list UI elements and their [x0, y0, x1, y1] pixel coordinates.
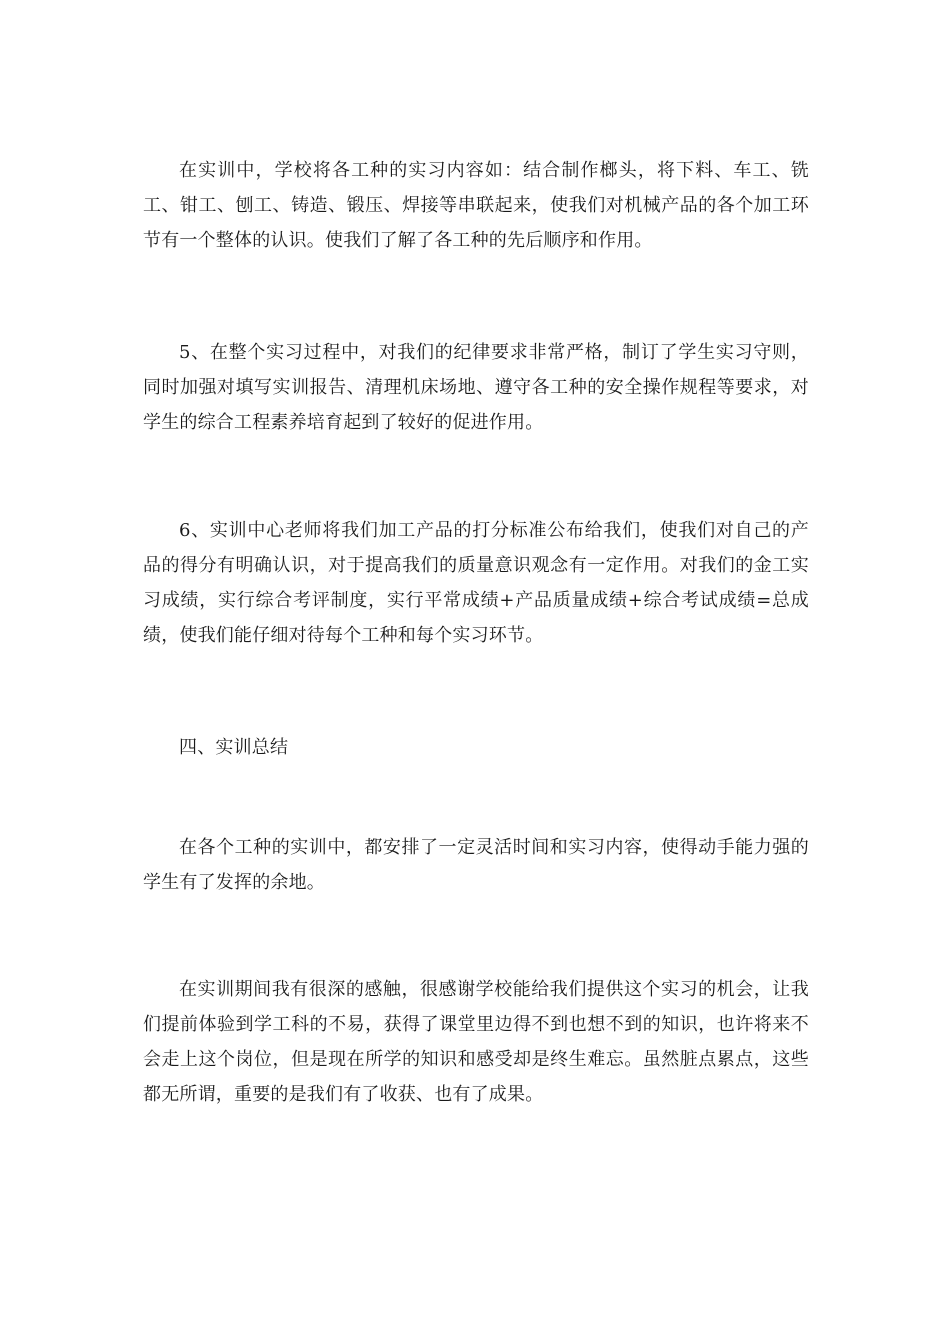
paragraph-flexible-time: 在各个工种的实训中，都安排了一定灵活时间和实习内容，使得动手能力强的学生有了发挥的余地。 — [143, 837, 809, 893]
paragraph-discipline: 5、在整个实习过程中，对我们的纪律要求非常严格，制订了学生实习守则，同时加强对填写实训报告、清理机床场地、遵守各工种的安全操作规程等要求，对学生的综合工程素养培育起到了较好的促进作用。 — [143, 342, 809, 433]
paragraph-grading: 6、实训中心老师将我们加工产品的打分标准公布给我们，使我们对自己的产品的得分有明确认识，对于提高我们的质量意识观念有一定作用。对我们的金工实习成绩，实行综合考评制度，实行平常成绩+产品质量成绩+综合考试成绩=总成绩，使我们能仔细对待每个工种和每个实习环节。 — [143, 520, 809, 646]
paragraph-reflection: 在实训期间我有很深的感触，很感谢学校能给我们提供这个实习的机会，让我们提前体验到学工科的不易，获得了课堂里边得不到也想不到的知识，也许将来不会走上这个岗位，但是现在所学的知识和感受却是终生难忘。虽然脏点累点，这些都无所谓，重要的是我们有了收获、也有了成果。 — [143, 979, 809, 1105]
section-heading-summary: 四、实训总结 — [179, 737, 289, 758]
paragraph-training-content: 在实训中，学校将各工种的实习内容如：结合制作榔头，将下料、车工、铣工、钳工、刨工、铸造、锻压、焊接等串联起来，使我们对机械产品的各个加工环节有一个整体的认识。使我们了解了各工种的先后顺序和作用。 — [143, 160, 809, 251]
